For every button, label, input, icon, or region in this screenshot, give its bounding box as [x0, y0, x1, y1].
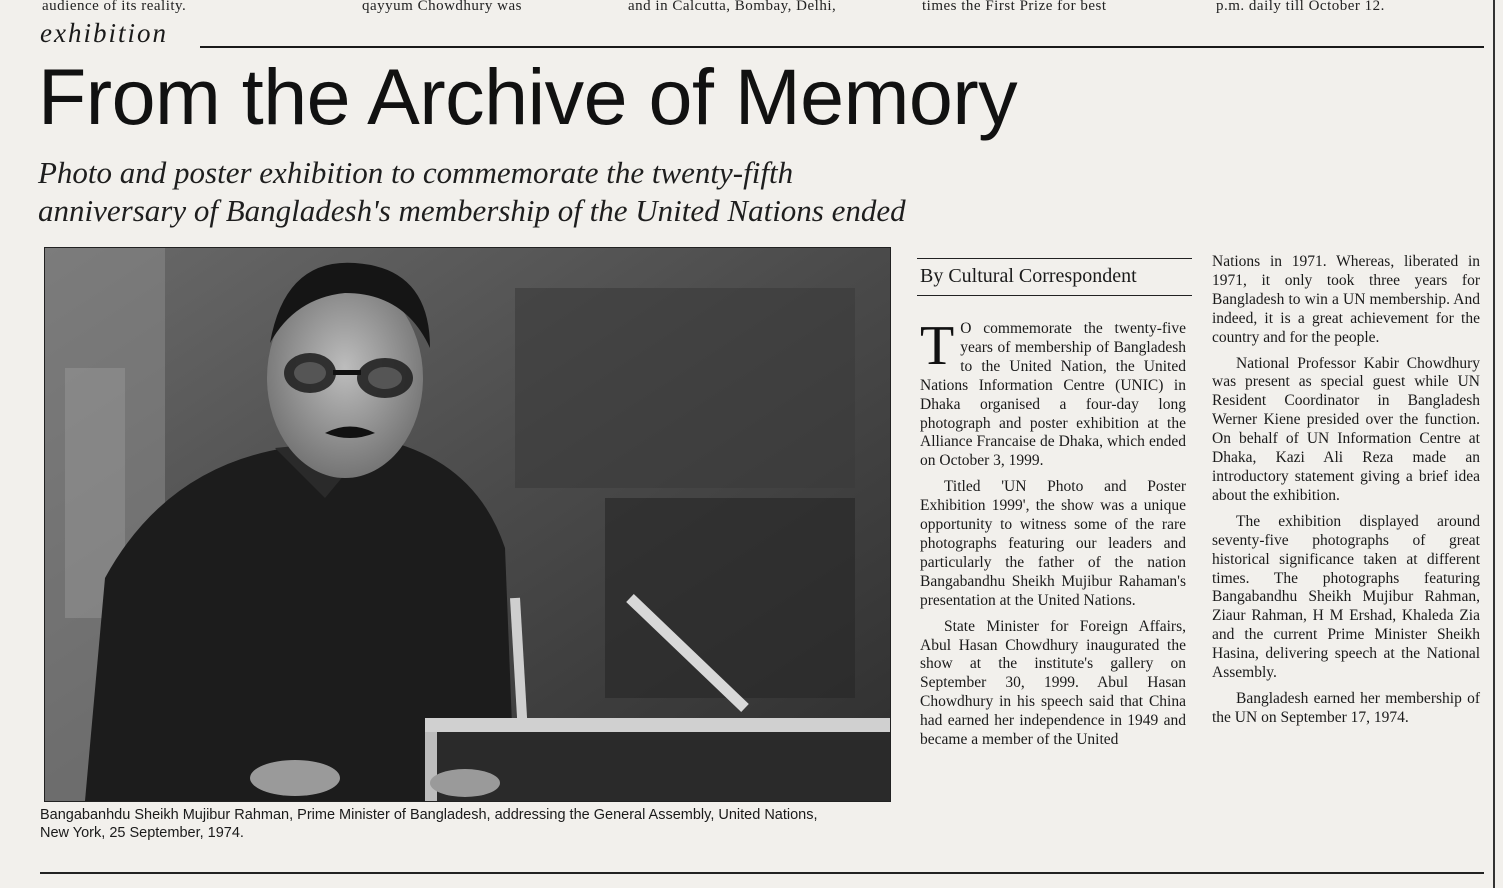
paragraph-2: Titled 'UN Photo and Poster Exhibition 1999', the show was a unique opportunity to witness some of the rare photographs featuring our leaders and particularly the father of the nation Bangabandhu Sheikh Mujibur Rahaman's presentation at the United Nations.: [920, 478, 1186, 609]
top-fragment-5: p.m. daily till October 12.: [1216, 0, 1385, 14]
top-fragment-2: qayyum Chowdhury was: [362, 0, 522, 14]
paragraph-4: Nations in 1971. Whereas, liberated in 1971, it only took three years for Bangladesh to win a UN membership. And indeed, it is a great achievement for the country and for the people.: [1212, 253, 1480, 346]
news-photo: [44, 247, 891, 802]
paragraph-1: [920, 315, 1186, 471]
section-label: exhibition: [40, 18, 168, 48]
paragraph-7: Bangladesh earned her membership of the UN on September 17, 1974.: [1212, 689, 1480, 726]
subheadline-line-2: anniversary of Bangladesh's membership of the United Nations ended: [38, 193, 906, 228]
paragraph-3: State Minister for Foreign Affairs, Abul Hasan Chowdhury inaugurated the show at the institute's gallery on September 30, 1999. Abul Hasan Chowdhury in his speech said that China had earned her independence in 1949 and became a member of the United: [920, 617, 1186, 749]
paragraph-5: National Professor Kabir Chowdhury was present as special guest while UN Resident Coordinator in Bangladesh Werner Kiene presided over the function. On behalf of UN Information Centre at Dhaka, Kazi Ali Reza made an introductory statement giving a brief idea about the exhibition.: [1212, 354, 1480, 504]
paragraph-6: The exhibition displayed around seventy-five photographs of great historical significance taken at different times. The photographs featuring Bangabandhu Sheikh Mujibur Rahman, Ziaur Rahman, H M Ershad, Khaleda Zia and the current Prime Minister Sheikh Hasina, delivering speech at the National Assembly.: [1212, 512, 1480, 682]
top-fragment-3: and in Calcutta, Bombay, Delhi,: [628, 0, 837, 14]
subheadline: [38, 154, 1138, 230]
subheadline-line-1: Photo and poster exhibition to commemorate the twenty-fifth: [38, 155, 794, 190]
caption-line-2: New York, 25 September, 1974.: [40, 825, 244, 841]
page-edge-rule: [1493, 0, 1495, 888]
paragraph-1-text: O commemorate the twenty-five years of membership of Bangladesh to the United Nation, the United Nations Information Centre (UNIC) in Dhaka organised a four-day long photograph and poster exhibition at the Alliance Francaise de Dhaka, which ended on October 3, 1999.: [920, 320, 1186, 470]
drop-cap: T: [920, 315, 955, 377]
photo-caption: [40, 806, 900, 842]
article-column-1: [920, 315, 1186, 757]
article-column-2: [1212, 253, 1480, 735]
bottom-rule: [40, 872, 1484, 874]
top-fragment-1: audience of its reality.: [42, 0, 187, 14]
caption-line-1: Bangabanhdu Sheikh Mujibur Rahman, Prime Minister of Bangladesh, addressing the General Assembly, United Nations,: [40, 807, 818, 823]
section-rule: [200, 46, 1484, 48]
top-fragment-4: times the First Prize for best: [922, 0, 1107, 14]
byline: By Cultural Correspondent: [920, 265, 1137, 287]
headline: From the Archive of Memory: [38, 52, 1018, 141]
